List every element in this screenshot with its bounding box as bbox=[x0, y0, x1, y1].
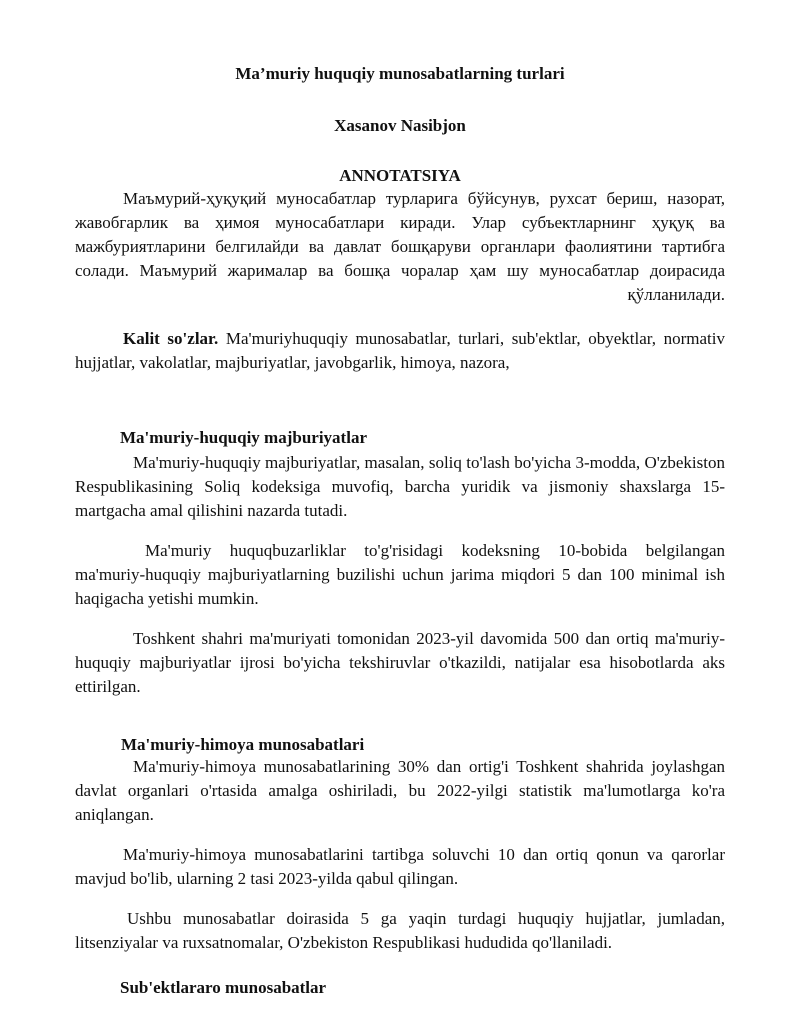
section-heading: Ma'muriy-huquqiy majburiyatlar bbox=[120, 428, 367, 447]
section-paragraph: Ma'muriy-huquqiy majburiyatlar, masalan, soliq to'lash bo'yicha 3-modda, O'zbekiston Respublikasining Soliq kodeksiga muvofiq, barcha yuridik va jismoniy shaxslarga 15-martgacha amal qilishini nazarda tutadi. bbox=[75, 453, 725, 520]
abstract-text-tail: қўлланилади. bbox=[627, 285, 725, 304]
section-paragraph: Toshkent shahri ma'muriyati tomonidan 2023-yil davomida 500 dan ortiq ma'muriy-huquqiy majburiyatlar ijrosi bo'yicha tekshiruvlar o'tkazildi, natijalar esa hisobotlarda aks ettirilgan. bbox=[75, 629, 725, 696]
abstract-heading: ANNOTATSIYA bbox=[339, 166, 461, 185]
keywords-text: Ma'muriyhuquqiy munosabatlar, turlari, sub'ektlar, obyektlar, normativ hujjatlar, vakolatlar, majburiyatlar, javobgarlik, himoya, nazora, bbox=[75, 329, 725, 372]
section-paragraph: Ma'muriy huquqbuzarliklar to'g'risidagi kodeksning 10-bobida belgilangan ma'muriy-huquqiy majburiyatlarning buzilishi uchun jarima miqdori 5 dan 100 minimal ish haqigacha yetishi mumkin. bbox=[75, 541, 725, 608]
section-paragraph: Ushbu munosabatlar doirasida 5 ga yaqin turdagi huquqiy hujjatlar, jumladan, litsenziyalar va ruxsatnomalar, O'zbekiston Respublikasi hududida qo'llaniladi. bbox=[75, 909, 725, 952]
keywords bbox=[75, 327, 725, 375]
abstract-text: Маъмурий-ҳуқуқий муносабатлар турларига бўйсунув, рухсат бериш, назорат, жавобгарлик ва ҳимоя муносабатлари киради. Улар субъектларнинг ҳуқуқ ва мажбуриятларини белгилайди ва давлат бошқаруви органлари фаолиятини тартибга солади. Маъмурий жарималар ва бошқа чоралар ҳам шу муносабатлар доирасида bbox=[75, 189, 725, 280]
document-title: Ma’muriy huquqiy munosabatlarning turlari bbox=[235, 64, 565, 83]
section-heading: Ma'muriy-himoya munosabatlari bbox=[121, 735, 365, 754]
document-page bbox=[75, 0, 725, 1035]
section-heading: Sub'ektlararo munosabatlar bbox=[120, 978, 327, 997]
section-paragraph: Ma'muriy-himoya munosabatlarini tartibga soluvchi 10 dan ortiq qonun va qarorlar mavjud bo'lib, ularning 2 tasi 2023-yilda qabul qilingan. bbox=[75, 845, 725, 888]
document-author: Xasanov Nasibjon bbox=[334, 116, 466, 135]
keywords-label: Kalit so'zlar. bbox=[123, 329, 219, 348]
section-paragraph: Ma'muriy-himoya munosabatlarining 30% dan ortig'i Toshkent shahrida joylashgan davlat organlari o'rtasida amalga oshiriladi, bu 2022-yilgi statistik ma'lumotlarga ko'ra aniqlangan. bbox=[75, 757, 725, 824]
